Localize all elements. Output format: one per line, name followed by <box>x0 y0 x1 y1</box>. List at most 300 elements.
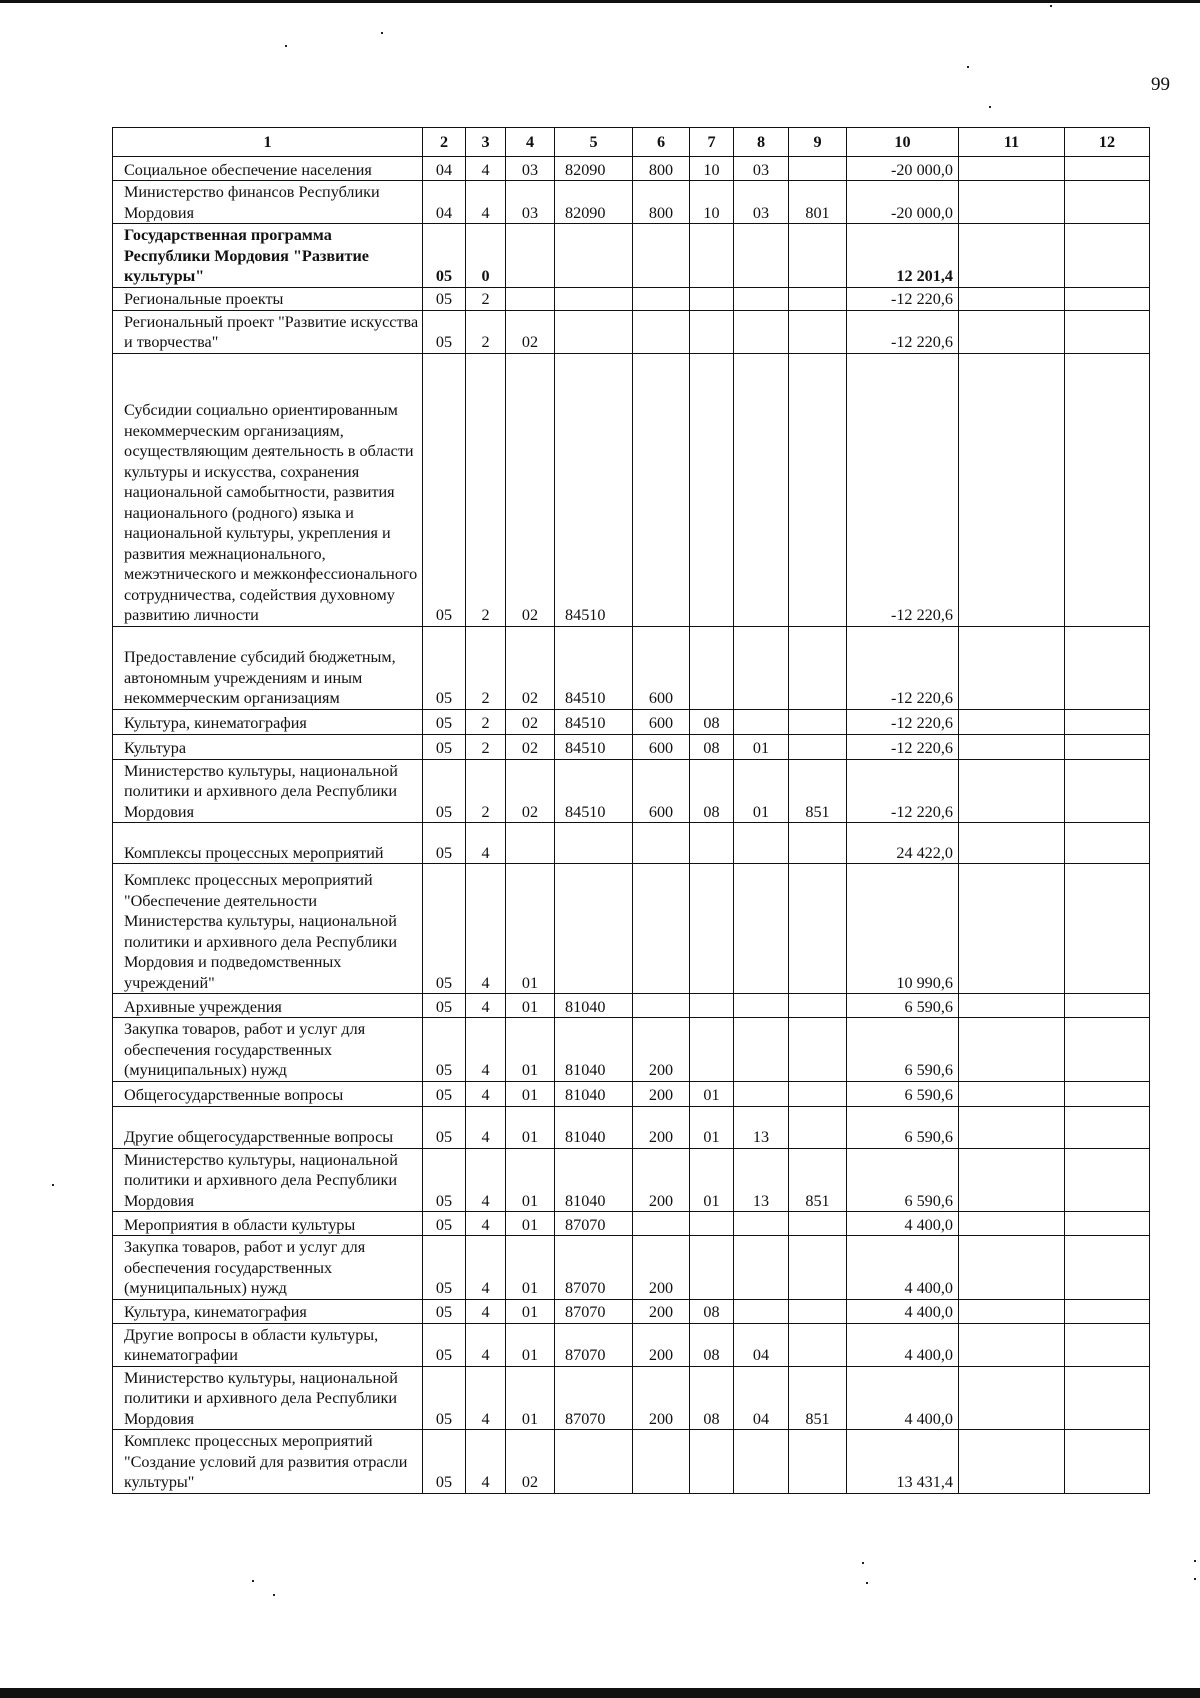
code-col-4: 01 <box>506 994 555 1018</box>
code-col-5: 84510 <box>555 626 633 709</box>
row-name: Министерство культуры, национальной политики и архивного дела Республики Мордовия <box>113 1366 423 1430</box>
table-body <box>113 157 1150 1494</box>
column-header: 4 <box>506 128 555 157</box>
code-col-5: 82090 <box>555 157 633 181</box>
code-col-2: 05 <box>423 823 466 864</box>
amount-cell: 6 590,6 <box>847 1081 959 1106</box>
code-col-9 <box>789 1106 847 1148</box>
code-col-9 <box>789 1430 847 1494</box>
col-12-cell <box>1065 864 1150 994</box>
code-col-5: 87070 <box>555 1236 633 1300</box>
code-col-6 <box>633 310 690 353</box>
code-col-2: 05 <box>423 626 466 709</box>
amount-cell: 4 400,0 <box>847 1299 959 1323</box>
amount-cell: 4 400,0 <box>847 1323 959 1366</box>
code-col-6 <box>633 1430 690 1494</box>
col-11-cell <box>959 864 1065 994</box>
scan-speck <box>1194 1560 1196 1562</box>
column-header: 6 <box>633 128 690 157</box>
col-11-cell <box>959 1430 1065 1494</box>
col-12-cell <box>1065 1018 1150 1082</box>
code-col-3: 4 <box>466 1236 506 1300</box>
table-row <box>113 353 1150 626</box>
code-col-2: 05 <box>423 709 466 734</box>
row-name: Культура, кинематография <box>113 709 423 734</box>
code-col-9: 801 <box>789 181 847 224</box>
amount-cell: 13 431,4 <box>847 1430 959 1494</box>
code-col-4 <box>506 224 555 288</box>
code-col-8: 13 <box>734 1106 789 1148</box>
table-row <box>113 1148 1150 1212</box>
amount-cell: -12 220,6 <box>847 734 959 759</box>
code-col-5 <box>555 310 633 353</box>
table-row <box>113 1081 1150 1106</box>
budget-table-container <box>112 127 1150 1494</box>
code-col-5: 84510 <box>555 759 633 823</box>
code-col-7: 10 <box>690 181 734 224</box>
code-col-5: 84510 <box>555 709 633 734</box>
code-col-4: 02 <box>506 734 555 759</box>
table-row <box>113 224 1150 288</box>
col-12-cell <box>1065 1366 1150 1430</box>
scan-speck <box>1050 5 1052 7</box>
code-col-9 <box>789 224 847 288</box>
code-col-5: 81040 <box>555 1018 633 1082</box>
col-12-cell <box>1065 1081 1150 1106</box>
code-col-6: 600 <box>633 626 690 709</box>
code-col-2: 04 <box>423 181 466 224</box>
row-name: Другие вопросы в области культуры, кинематографии <box>113 1323 423 1366</box>
code-col-4: 02 <box>506 759 555 823</box>
code-col-2: 05 <box>423 1430 466 1494</box>
code-col-3: 4 <box>466 994 506 1018</box>
code-col-4: 01 <box>506 1018 555 1082</box>
amount-cell: 4 400,0 <box>847 1212 959 1236</box>
code-col-7: 08 <box>690 1323 734 1366</box>
col-12-cell <box>1065 181 1150 224</box>
code-col-2: 05 <box>423 994 466 1018</box>
col-12-cell <box>1065 310 1150 353</box>
code-col-6 <box>633 823 690 864</box>
code-col-6: 200 <box>633 1018 690 1082</box>
amount-cell: 10 990,6 <box>847 864 959 994</box>
row-name: Общегосударственные вопросы <box>113 1081 423 1106</box>
code-col-2: 05 <box>423 1081 466 1106</box>
code-col-6: 200 <box>633 1366 690 1430</box>
col-12-cell <box>1065 287 1150 310</box>
scan-speck <box>967 66 969 68</box>
code-col-8 <box>734 1430 789 1494</box>
code-col-2: 05 <box>423 353 466 626</box>
row-name: Комплекс процессных мероприятий "Обеспечение деятельности Министерства культуры, национальной политики и архивного дела Республики Мордовия и подведомственных учреждений" <box>113 864 423 994</box>
col-12-cell <box>1065 157 1150 181</box>
code-col-7: 08 <box>690 1299 734 1323</box>
code-col-8: 04 <box>734 1323 789 1366</box>
code-col-6 <box>633 353 690 626</box>
code-col-9 <box>789 353 847 626</box>
col-11-cell <box>959 181 1065 224</box>
code-col-2: 05 <box>423 1106 466 1148</box>
code-col-9 <box>789 1299 847 1323</box>
table-row <box>113 1236 1150 1300</box>
row-name: Закупка товаров, работ и услуг для обеспечения государственных (муниципальных) нужд <box>113 1018 423 1082</box>
code-col-2: 05 <box>423 1236 466 1300</box>
col-11-cell <box>959 734 1065 759</box>
code-col-4: 02 <box>506 626 555 709</box>
table-row <box>113 994 1150 1018</box>
table-row <box>113 1212 1150 1236</box>
amount-cell: -20 000,0 <box>847 181 959 224</box>
row-name: Министерство культуры, национальной политики и архивного дела Республики Мордовия <box>113 759 423 823</box>
code-col-4: 02 <box>506 310 555 353</box>
row-name: Министерство финансов Республики Мордовия <box>113 181 423 224</box>
code-col-6: 200 <box>633 1148 690 1212</box>
amount-cell: 6 590,6 <box>847 1148 959 1212</box>
code-col-3: 4 <box>466 1081 506 1106</box>
col-12-cell <box>1065 709 1150 734</box>
amount-cell: 12 201,4 <box>847 224 959 288</box>
code-col-9: 851 <box>789 1148 847 1212</box>
code-col-7: 01 <box>690 1106 734 1148</box>
col-11-cell <box>959 287 1065 310</box>
scan-speck <box>273 1594 275 1596</box>
code-col-7 <box>690 224 734 288</box>
table-row <box>113 1299 1150 1323</box>
scan-speck <box>1194 1578 1196 1580</box>
amount-cell: 24 422,0 <box>847 823 959 864</box>
code-col-9 <box>789 1323 847 1366</box>
row-name: Предоставление субсидий бюджетным, автономным учреждениям и иным некоммерческим организациям <box>113 626 423 709</box>
column-header: 10 <box>847 128 959 157</box>
table-row <box>113 287 1150 310</box>
code-col-4: 01 <box>506 864 555 994</box>
code-col-6 <box>633 864 690 994</box>
code-col-5: 87070 <box>555 1366 633 1430</box>
code-col-9 <box>789 823 847 864</box>
code-col-2: 05 <box>423 310 466 353</box>
col-12-cell <box>1065 1430 1150 1494</box>
code-col-3: 2 <box>466 353 506 626</box>
scan-speck <box>52 1184 54 1186</box>
code-col-3: 4 <box>466 1299 506 1323</box>
row-name: Социальное обеспечение населения <box>113 157 423 181</box>
code-col-6: 600 <box>633 759 690 823</box>
col-12-cell <box>1065 734 1150 759</box>
col-11-cell <box>959 1018 1065 1082</box>
code-col-2: 05 <box>423 734 466 759</box>
code-col-5: 81040 <box>555 1148 633 1212</box>
col-11-cell <box>959 1299 1065 1323</box>
code-col-3: 2 <box>466 759 506 823</box>
code-col-9 <box>789 626 847 709</box>
code-col-7: 08 <box>690 734 734 759</box>
scan-speck <box>862 1562 864 1564</box>
col-11-cell <box>959 1106 1065 1148</box>
code-col-3: 4 <box>466 181 506 224</box>
code-col-4: 01 <box>506 1081 555 1106</box>
code-col-4: 01 <box>506 1299 555 1323</box>
code-col-8: 13 <box>734 1148 789 1212</box>
code-col-5 <box>555 823 633 864</box>
code-col-3: 2 <box>466 287 506 310</box>
code-col-9 <box>789 734 847 759</box>
code-col-2: 05 <box>423 1212 466 1236</box>
column-header: 7 <box>690 128 734 157</box>
row-name: Региональные проекты <box>113 287 423 310</box>
code-col-8 <box>734 823 789 864</box>
code-col-4: 01 <box>506 1323 555 1366</box>
row-name: Государственная программа Республики Мордовия "Развитие культуры" <box>113 224 423 288</box>
amount-cell: -12 220,6 <box>847 626 959 709</box>
code-col-4: 01 <box>506 1148 555 1212</box>
code-col-2: 05 <box>423 224 466 288</box>
code-col-8 <box>734 864 789 994</box>
table-row <box>113 181 1150 224</box>
code-col-3: 2 <box>466 626 506 709</box>
code-col-6: 200 <box>633 1323 690 1366</box>
code-col-5: 81040 <box>555 1081 633 1106</box>
amount-cell: -12 220,6 <box>847 287 959 310</box>
amount-cell: -12 220,6 <box>847 759 959 823</box>
code-col-7: 01 <box>690 1148 734 1212</box>
code-col-5 <box>555 287 633 310</box>
code-col-5: 87070 <box>555 1299 633 1323</box>
code-col-3: 4 <box>466 1018 506 1082</box>
scan-speck <box>381 32 383 34</box>
column-header: 8 <box>734 128 789 157</box>
table-row <box>113 864 1150 994</box>
code-col-6: 800 <box>633 181 690 224</box>
table-row <box>113 310 1150 353</box>
col-12-cell <box>1065 1323 1150 1366</box>
row-name: Архивные учреждения <box>113 994 423 1018</box>
amount-cell: 4 400,0 <box>847 1366 959 1430</box>
code-col-3: 2 <box>466 709 506 734</box>
code-col-8 <box>734 709 789 734</box>
code-col-3: 4 <box>466 1106 506 1148</box>
table-row <box>113 1366 1150 1430</box>
code-col-8 <box>734 310 789 353</box>
code-col-9 <box>789 1212 847 1236</box>
table-row <box>113 1018 1150 1082</box>
code-col-3: 4 <box>466 1148 506 1212</box>
code-col-4 <box>506 823 555 864</box>
table-row <box>113 157 1150 181</box>
code-col-3: 4 <box>466 157 506 181</box>
code-col-5: 84510 <box>555 353 633 626</box>
column-header: 2 <box>423 128 466 157</box>
code-col-6: 200 <box>633 1106 690 1148</box>
code-col-6 <box>633 994 690 1018</box>
code-col-7 <box>690 287 734 310</box>
code-col-9 <box>789 157 847 181</box>
code-col-7 <box>690 1236 734 1300</box>
code-col-6: 200 <box>633 1081 690 1106</box>
col-11-cell <box>959 353 1065 626</box>
code-col-2: 05 <box>423 1366 466 1430</box>
column-header: 12 <box>1065 128 1150 157</box>
code-col-4: 03 <box>506 181 555 224</box>
code-col-4: 02 <box>506 353 555 626</box>
code-col-4: 01 <box>506 1236 555 1300</box>
scan-speck <box>866 1582 868 1584</box>
code-col-9 <box>789 287 847 310</box>
code-col-7: 08 <box>690 759 734 823</box>
table-row <box>113 1106 1150 1148</box>
code-col-3: 2 <box>466 310 506 353</box>
code-col-8 <box>734 626 789 709</box>
code-col-3: 4 <box>466 1366 506 1430</box>
col-11-cell <box>959 310 1065 353</box>
code-col-6: 800 <box>633 157 690 181</box>
column-header: 5 <box>555 128 633 157</box>
table-row <box>113 1323 1150 1366</box>
code-col-2: 04 <box>423 157 466 181</box>
scan-border-top <box>0 0 1200 3</box>
col-11-cell <box>959 759 1065 823</box>
row-name: Субсидии социально ориентированным некоммерческим организациям, осуществляющим деятельность в области культуры и искусства, сохранения национальной самобытности, развития национального (родного) языка и национальной культуры, укрепления и развития межнационального, межэтнического и межконфессионального сотрудничества, содействия духовному развитию личности <box>113 353 423 626</box>
code-col-4: 01 <box>506 1212 555 1236</box>
amount-cell: 6 590,6 <box>847 1106 959 1148</box>
code-col-9 <box>789 310 847 353</box>
column-header: 1 <box>113 128 423 157</box>
code-col-3: 4 <box>466 1430 506 1494</box>
scan-border-bottom <box>0 1688 1200 1698</box>
code-col-5: 87070 <box>555 1323 633 1366</box>
code-col-9: 851 <box>789 1366 847 1430</box>
code-col-2: 05 <box>423 759 466 823</box>
code-col-6: 600 <box>633 709 690 734</box>
table-row <box>113 709 1150 734</box>
code-col-7 <box>690 626 734 709</box>
code-col-7 <box>690 1018 734 1082</box>
code-col-7 <box>690 864 734 994</box>
code-col-5: 84510 <box>555 734 633 759</box>
code-col-6 <box>633 224 690 288</box>
code-col-7: 10 <box>690 157 734 181</box>
amount-cell: -20 000,0 <box>847 157 959 181</box>
table-row <box>113 1430 1150 1494</box>
code-col-4: 02 <box>506 709 555 734</box>
code-col-9 <box>789 864 847 994</box>
code-col-8 <box>734 1081 789 1106</box>
code-col-9 <box>789 1236 847 1300</box>
col-11-cell <box>959 1323 1065 1366</box>
code-col-2: 05 <box>423 1323 466 1366</box>
code-col-8 <box>734 994 789 1018</box>
code-col-8 <box>734 1018 789 1082</box>
code-col-5 <box>555 224 633 288</box>
col-11-cell <box>959 1081 1065 1106</box>
col-12-cell <box>1065 1106 1150 1148</box>
code-col-7: 08 <box>690 1366 734 1430</box>
code-col-9 <box>789 709 847 734</box>
row-name: Культура <box>113 734 423 759</box>
code-col-7 <box>690 1430 734 1494</box>
row-name: Мероприятия в области культуры <box>113 1212 423 1236</box>
col-12-cell <box>1065 224 1150 288</box>
code-col-8: 03 <box>734 181 789 224</box>
col-12-cell <box>1065 823 1150 864</box>
row-name: Комплекс процессных мероприятий "Создание условий для развития отрасли культуры" <box>113 1430 423 1494</box>
scan-speck <box>989 106 991 108</box>
code-col-7: 01 <box>690 1081 734 1106</box>
column-header: 9 <box>789 128 847 157</box>
table-header-row <box>113 128 1150 157</box>
code-col-2: 05 <box>423 864 466 994</box>
amount-cell: 6 590,6 <box>847 994 959 1018</box>
col-12-cell <box>1065 1148 1150 1212</box>
code-col-9 <box>789 1081 847 1106</box>
column-header: 11 <box>959 128 1065 157</box>
code-col-8: 01 <box>734 759 789 823</box>
code-col-3: 4 <box>466 823 506 864</box>
table-row <box>113 734 1150 759</box>
code-col-6 <box>633 1212 690 1236</box>
col-11-cell <box>959 1212 1065 1236</box>
amount-cell: -12 220,6 <box>847 709 959 734</box>
code-col-4: 01 <box>506 1366 555 1430</box>
row-name: Другие общегосударственные вопросы <box>113 1106 423 1148</box>
col-11-cell <box>959 1366 1065 1430</box>
col-12-cell <box>1065 1212 1150 1236</box>
code-col-5: 82090 <box>555 181 633 224</box>
code-col-8 <box>734 1236 789 1300</box>
code-col-2: 05 <box>423 287 466 310</box>
code-col-8 <box>734 353 789 626</box>
amount-cell: -12 220,6 <box>847 353 959 626</box>
code-col-9 <box>789 994 847 1018</box>
code-col-8 <box>734 224 789 288</box>
code-col-7 <box>690 1212 734 1236</box>
page-number: 99 <box>1151 74 1170 95</box>
code-col-6 <box>633 287 690 310</box>
col-12-cell <box>1065 1299 1150 1323</box>
row-name: Комплексы процессных мероприятий <box>113 823 423 864</box>
code-col-9: 851 <box>789 759 847 823</box>
code-col-4: 02 <box>506 1430 555 1494</box>
code-col-5 <box>555 864 633 994</box>
code-col-3: 4 <box>466 1212 506 1236</box>
code-col-2: 05 <box>423 1299 466 1323</box>
code-col-6: 200 <box>633 1299 690 1323</box>
code-col-4 <box>506 287 555 310</box>
table-row <box>113 823 1150 864</box>
code-col-7 <box>690 353 734 626</box>
row-name: Региональный проект "Развитие искусства и творчества" <box>113 310 423 353</box>
code-col-9 <box>789 1018 847 1082</box>
code-col-3: 0 <box>466 224 506 288</box>
col-11-cell <box>959 626 1065 709</box>
code-col-8 <box>734 1212 789 1236</box>
code-col-6: 600 <box>633 734 690 759</box>
code-col-7 <box>690 310 734 353</box>
scan-speck <box>252 1580 254 1582</box>
column-header: 3 <box>466 128 506 157</box>
scan-speck <box>285 45 287 47</box>
col-12-cell <box>1065 626 1150 709</box>
col-11-cell <box>959 823 1065 864</box>
col-12-cell <box>1065 994 1150 1018</box>
col-11-cell <box>959 1148 1065 1212</box>
row-name: Культура, кинематография <box>113 1299 423 1323</box>
code-col-2: 05 <box>423 1018 466 1082</box>
code-col-8 <box>734 287 789 310</box>
code-col-3: 2 <box>466 734 506 759</box>
code-col-5: 81040 <box>555 1106 633 1148</box>
col-11-cell <box>959 1236 1065 1300</box>
code-col-5: 81040 <box>555 994 633 1018</box>
